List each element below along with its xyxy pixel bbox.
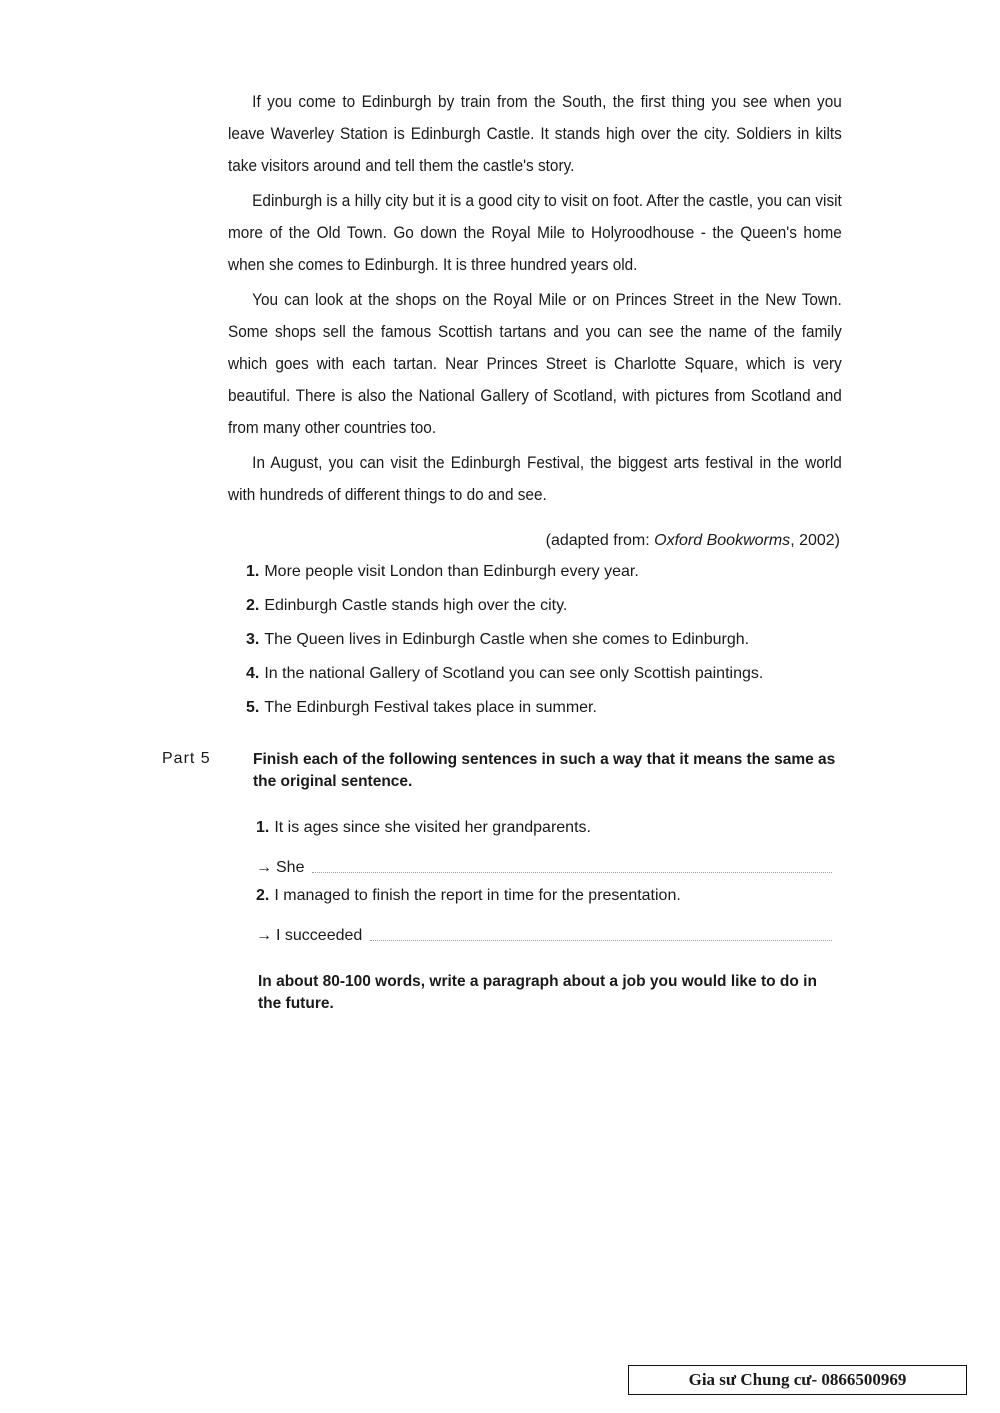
statement-number: 1. xyxy=(246,563,260,580)
answer-blank[interactable] xyxy=(312,871,832,873)
passage-source xyxy=(228,528,840,554)
passage-paragraph-1: If you come to Edinburgh by train from the South, the first thing you see when you leave Waverley Station is Edinburgh Castle. It stands high over the city. Soldiers in kilts take visitors around and tell them the castle's story. xyxy=(228,93,842,175)
arrow-icon: → xyxy=(256,927,272,944)
exercise-question-text: I managed to finish the report in time for the presentation. xyxy=(274,887,681,904)
source-title: Oxford Bookworms xyxy=(654,532,791,549)
statement-item xyxy=(246,694,846,728)
writing-task-instruction: In about 80-100 words, write a paragraph about a job you would like to do in the future. xyxy=(258,973,817,1012)
exercise-question xyxy=(256,882,846,914)
statement-text: More people visit London than Edinburgh every year. xyxy=(264,563,639,580)
source-suffix: , 2002) xyxy=(790,532,840,549)
rewrite-exercises xyxy=(256,814,846,950)
passage-paragraph-4: In August, you can visit the Edinburgh Festival, the biggest arts festival in the world with hundreds of different things to do and see. xyxy=(228,454,842,504)
exercise-question-text: It is ages since she visited her grandparents. xyxy=(274,819,591,836)
exercise-question xyxy=(256,814,846,846)
statement-text: Edinburgh Castle stands high over the city. xyxy=(264,597,568,614)
passage-paragraph-3: You can look at the shops on the Royal Mile or on Princes Street in the New Town. Some shops sell the famous Scottish tartans and you can see the name of the family which goes with each tartan. Near Princes Street is Charlotte Square, which is very beautiful. There is also the National Gallery of Scotland, with pictures from Scotland and from many other countries too. xyxy=(228,291,842,437)
answer-start-text: She xyxy=(276,859,305,876)
reading-passage xyxy=(228,86,842,514)
statement-text: The Edinburgh Festival takes place in summer. xyxy=(264,699,597,716)
exercise-number: 2. xyxy=(256,887,270,904)
true-false-statements xyxy=(246,558,846,728)
exercise-answer-line xyxy=(256,846,846,882)
exercise-answer-line xyxy=(256,914,846,950)
part-5-label: Part 5 xyxy=(162,750,211,767)
statement-number: 4. xyxy=(246,665,260,682)
part-5-instruction: Finish each of the following sentences in such a way that it means the same as the original sentence. xyxy=(253,751,836,790)
exercise-number: 1. xyxy=(256,819,270,836)
statement-number: 5. xyxy=(246,699,260,716)
statement-text: In the national Gallery of Scotland you can see only Scottish paintings. xyxy=(264,665,764,682)
statement-item xyxy=(246,592,846,626)
passage-paragraph-2: Edinburgh is a hilly city but it is a good city to visit on foot. After the castle, you can visit more of the Old Town. Go down the Royal Mile to Holyroodhouse - the Queen's home when she comes to Edinburgh. It is three hundred years old. xyxy=(228,192,842,274)
statement-number: 3. xyxy=(246,631,260,648)
statement-text: The Queen lives in Edinburgh Castle when she comes to Edinburgh. xyxy=(264,631,750,648)
statement-item xyxy=(246,558,846,592)
answer-start-text: I succeeded xyxy=(276,927,363,944)
statement-number: 2. xyxy=(246,597,260,614)
statement-item xyxy=(246,626,846,660)
source-prefix: (adapted from: xyxy=(545,532,655,549)
statement-item xyxy=(246,660,846,694)
answer-blank[interactable] xyxy=(370,939,832,941)
arrow-icon: → xyxy=(256,859,272,876)
footer-contact-box: Gia sư Chung cư- 0866500969 xyxy=(628,1365,967,1395)
